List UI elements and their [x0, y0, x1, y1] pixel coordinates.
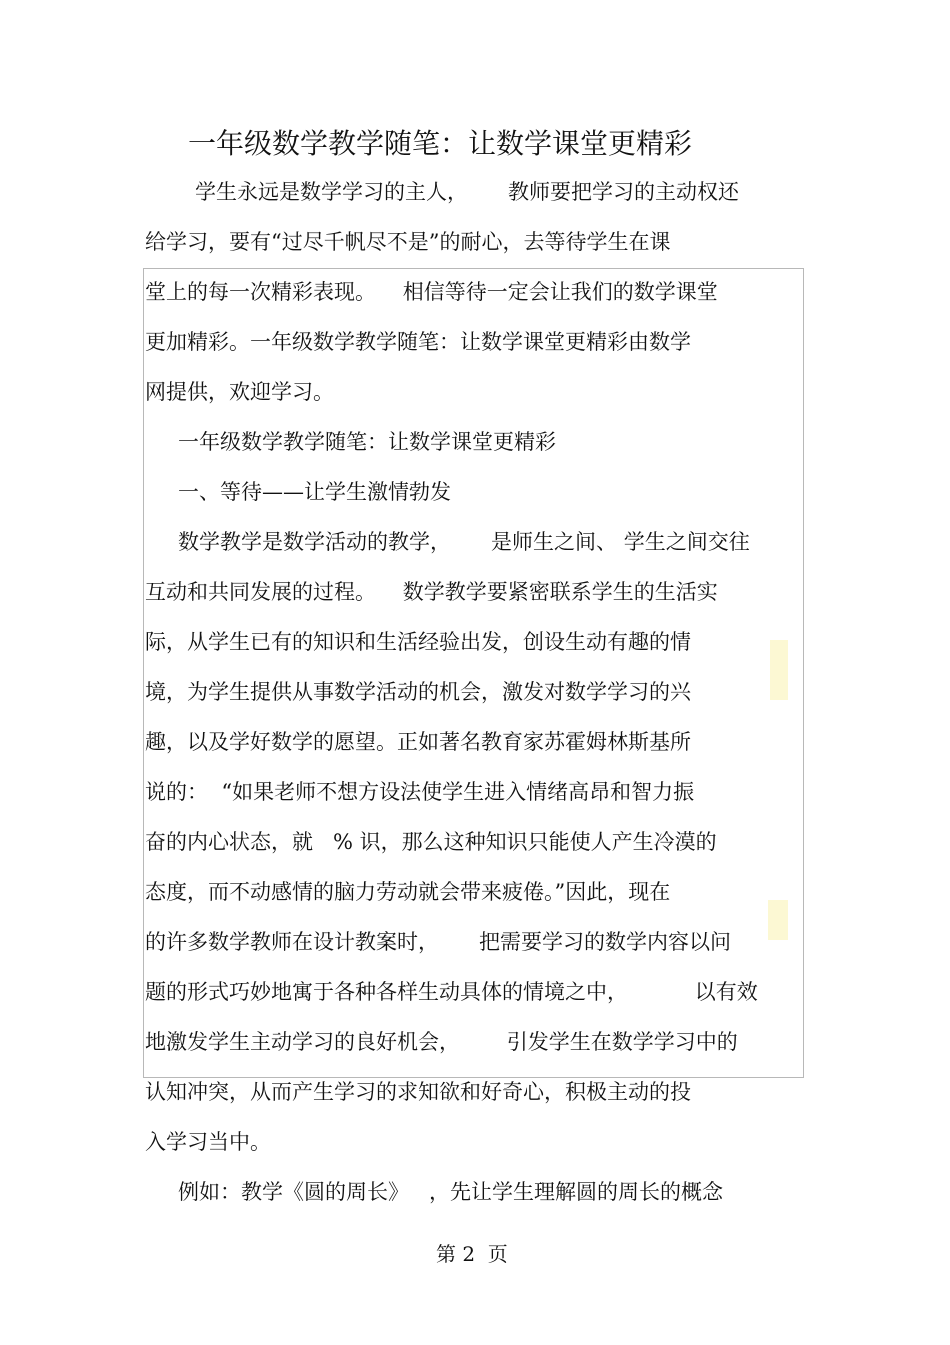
- scan-glare: [770, 640, 788, 700]
- paragraph-line: 入学习当中。: [145, 1130, 271, 1154]
- paragraph-line: 学生永远是数学学习的主人， 教师要把学习的主动权还: [195, 180, 740, 204]
- section-heading: 一年级数学教学随笔：让数学课堂更精彩: [178, 430, 556, 454]
- paragraph-line: 给学习，要有“过尽千帆尽不是”的耐心，去等待学生在课: [145, 230, 671, 254]
- paragraph-line: 地激发学生主动学习的良好机会， 引发学生在数学学习中的: [145, 1030, 738, 1054]
- paragraph-line: 题的形式巧妙地寓于各种各样生动具体的情境之中， 以有效: [145, 980, 758, 1004]
- paragraph-line: 说的： “如果老师不想方设法使学生进入情绪高昂和智力振: [145, 780, 695, 804]
- paragraph-line: 态度，而不动感情的脑力劳动就会带来疲倦。”因此，现在: [145, 880, 671, 904]
- page-number: 第 2 页: [436, 1242, 508, 1266]
- scan-glare: [768, 900, 788, 940]
- paragraph-line: 奋的内心状态，就 % 识，那么这种知识只能使人产生冷漠的: [145, 830, 717, 854]
- document-title: 一年级数学教学随笔：让数学课堂更精彩: [188, 127, 693, 160]
- paragraph-line: 例如：教学《圆的周长》 ，先让学生理解圆的周长的概念: [178, 1180, 724, 1204]
- paragraph-line: 际，从学生已有的知识和生活经验出发，创设生动有趣的情: [145, 630, 691, 654]
- section-heading: 一、等待——让学生激情勃发: [178, 480, 451, 504]
- paragraph-line: 的许多数学教师在设计教案时， 把需要学习的数学内容以问: [145, 930, 732, 954]
- paragraph-line: 境，为学生提供从事数学活动的机会，激发对数学学习的兴: [145, 680, 691, 704]
- paragraph-line: 认知冲突，从而产生学习的求知欲和好奇心，积极主动的投: [145, 1080, 691, 1104]
- paragraph-line: 互动和共同发展的过程。 数学教学要紧密联系学生的生活实: [145, 580, 718, 604]
- paragraph-line: 网提供，欢迎学习。: [145, 380, 334, 404]
- paragraph-line: 数学教学是数学活动的教学， 是师生之间、 学生之间交往: [178, 530, 750, 554]
- paragraph-line: 更加精彩。一年级数学教学随笔：让数学课堂更精彩由数学: [145, 330, 691, 354]
- paragraph-line: 趣，以及学好数学的愿望。正如著名教育家苏霍姆林斯基所: [145, 730, 691, 754]
- paragraph-line: 堂上的每一次精彩表现。 相信等待一定会让我们的数学课堂: [145, 280, 718, 304]
